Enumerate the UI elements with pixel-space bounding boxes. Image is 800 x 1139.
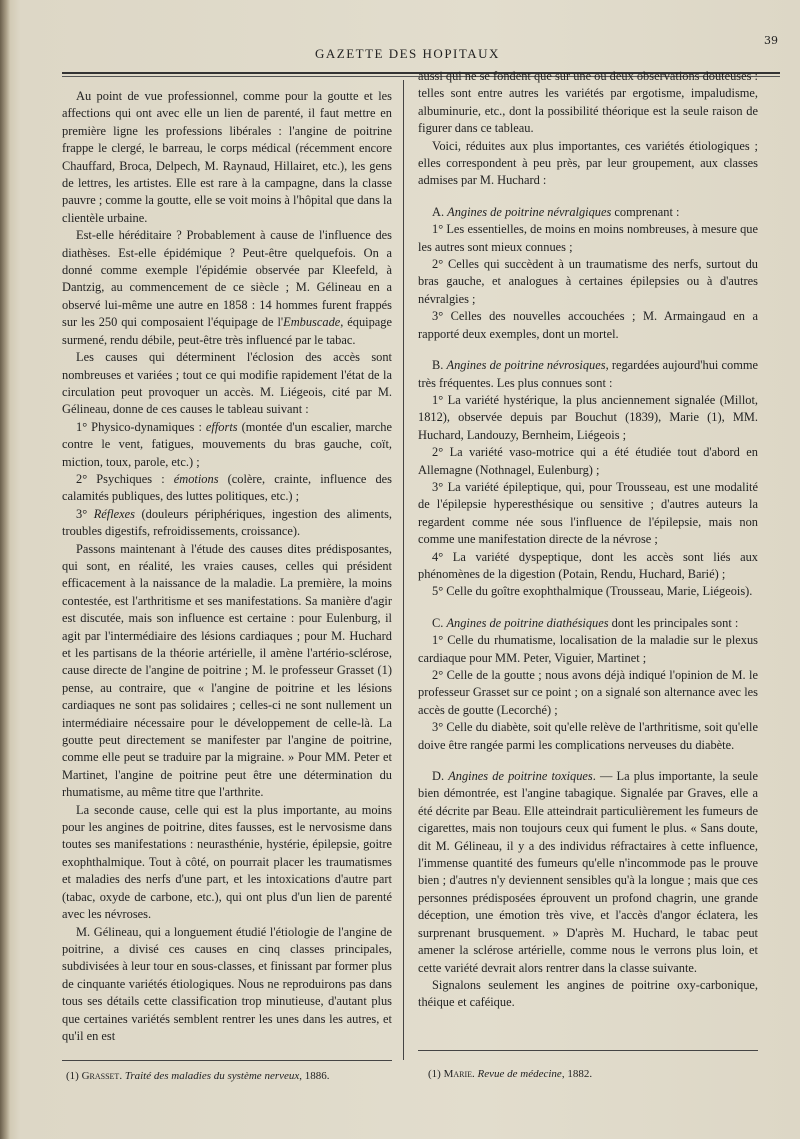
left-column: [62, 88, 392, 1056]
list-item: 3° Celles des nouvelles accouchées ; M. Armaingaud en a rapporté deux exemples, dont un mortel.: [418, 309, 758, 341]
emphasis: Réflexes: [93, 506, 135, 521]
section-heading-a: [418, 204, 758, 221]
emphasis: efforts: [205, 419, 238, 434]
text-run: 3°: [76, 506, 94, 521]
footnote-left: [66, 1070, 330, 1082]
list-item: 2° Celle de la goutte ; nous avons déjà indiqué l'opinion de M. le professeur Grasset sur ce point ; on a signalé son alternance avec les accès de goutte (Lecorché) ;: [418, 668, 758, 717]
text-run: . — La plus importante, la seule bien démontrée, est l'angine tabagique. Signalée par Graves, elle a été décrite par Beau. Elle atteindrait particulièrement les fumeurs de cigarettes, mais non toujours ceux qui fument le plus. « Sans doute, dit M. Gélineau, il y a des individus réfractaires à cette influence, l'immense quantité des fumeurs qu'elle n'incommode pas le prouve bien ; d'autres n'y deviennent sensibles qu'à la longue ; mais que ces personnes prédisposées éprouvent un profond chagrin, une grande déception, une émotion très vive, et l'accès d'angor éclatera, les surprenant brusquement. » D'après M. Huchard, le tabac peut amener la sclérose artérielle, comme nous le verrons plus loin, et cette variété devrait alors rentrer dans la classe suivante.: [418, 769, 758, 975]
paragraph: Signalons seulement les angines de poitrine oxy-carbonique, théique et caféique.: [418, 977, 758, 1010]
paragraph: [62, 227, 392, 349]
emphasis: Angines de poitrine toxiques: [448, 769, 593, 784]
list-item: [62, 506, 392, 541]
paragraph: Passons maintenant à l'étude des causes dites prédisposantes, qui sont, en réalité, les vraies causes, celles qui président efficacement à la naissance de la maladie. La première, la moins contestée, est l'arthritisme et ses manifestations. Sa manière d'agir est discutée, mais son influence est certaine : pour Eulenburg, il agit par l'intermédiaire des lésions cardiaques ; pour M. Huchard et les partisans de la théorie artérielle, il amène l'artério-sclérose, cause directe de l'angine de poitrine ; M. le professeur Grasset (1) pense, au contraire, que « l'angine de poitrine et les lésions cardiaques ne sont pas solidaires ; celles-ci ne sont nullement un intermédiaire nécessaire pour le développement de celle-là. La goutte peut directement se manifester par l'angine de poitrine, comme elle peut se traduire par la migraine. » Pour MM. Peter et Martinet, l'angine de poitrine peut être une détermination du rhumatisme, au même titre que l'arthrite.: [62, 541, 392, 800]
section-heading-c: [418, 615, 758, 632]
list-item: [62, 419, 392, 471]
page-number: 39: [764, 34, 778, 47]
text-run: 2° Psychiques :: [76, 471, 174, 486]
list-item: [62, 471, 392, 506]
list-item: 5° Celle du goître exophthalmique (Trousseau, Marie, Liégeois).: [432, 584, 753, 599]
list-item: 3° La variété épileptique, qui, pour Trousseau, est une modalité de l'épilepsie hyperesthésique ou sensitive ; d'autres auteurs la regardent comme née sous l'influence de l'épilepsie, mais non comme une manifestation directe de la névrose ;: [418, 479, 758, 547]
footnote-title: Revue de médecine: [477, 1068, 562, 1080]
paragraph: Les causes qui déterminent l'éclosion des accès sont nombreuses et variées ; tout ce qui modifie rapidement l'état de la circulation peut provoquer un accès. M. Liégeois, cité par M. Gélineau, donne de ces causes le tableau suivant :: [62, 350, 392, 417]
list-item: 4° La variété dyspeptique, dont les accès sont liés aux phénomènes de la digestion (Potain, Rendu, Huchard, Barié) ;: [418, 549, 758, 581]
emphasis: Angines de poitrine névrosiques: [446, 358, 606, 373]
paragraph: M. Gélineau, qui a longuement étudié l'étiologie de l'angine de poitrine, a divisé ces causes en cinq classes principales, subdivisées à leur tour en sous-classes, et finissant par former plus de cinquante variétés étiologiques. Nous ne reproduirons pas dans tous ses détails cette classification trop minutieuse, d'autant plus que certaines variétés semblent rentrer les unes dans les autres, et qu'il en est: [62, 924, 392, 1043]
text-run: Est-elle héréditaire ? Probablement à cause de l'influence des diathèses. Est-elle épidémique ? Peut-être quelquefois. On a donné comme exemple l'épidémie observée par Kleefeld, à Dantzig, au commencement de ce siècle ; M. Gélineau en a observé lui-même une autre en 1858 : 14 hommes furent frappés sur les 250 qui composaient l'équipage de l': [62, 228, 392, 330]
journal-title: GAZETTE DES HOPITAUX: [315, 46, 500, 61]
list-item: 2° Celles qui succèdent à un traumatisme des nerfs, surtout du bras gauche, et analogues à certaines épilepsies ou à d'autres névralgies ;: [418, 257, 758, 306]
list-item: 1° Les essentielles, de moins en moins nombreuses, à mesure que les autres sont mieux connues ;: [418, 222, 758, 254]
section-heading-d: [418, 768, 758, 977]
footnote-marker: (1): [66, 1070, 82, 1082]
paragraph: La seconde cause, celle qui est la plus importante, au moins pour les angines de poitrine, dites fausses, est le nervosisme dans toutes ses manifestations : neurasthénie, hystérie, épilepsie, goitre exophthalmique. Tout à côté, on pourrait placer les traumatismes et maladies des nerfs d'une part, et les intoxications d'autre part (tabac, oxyde de carbone, etc.), qui ont plus d'un lien de parenté avec les névroses.: [62, 802, 392, 922]
paragraph: Au point de vue professionnel, comme pour la goutte et les affections qui ont avec elle un lien de parenté, il faut mettre en première ligne les professions libérales : l'angine de poitrine frappe le clergé, le barreau, le corps médical (récemment encore Chauffard, Broca, Delpech, M. Raynaud, Hillairet, etc.), les gens de lettres, les artistes. Elle est rare à la campagne, dans la classe pauvre ; comme la goutte, elle se voit moins à l'hôpital que dans la clientèle urbaine.: [62, 89, 392, 225]
footnote-rule: [62, 1060, 392, 1061]
emphasis: Angines de poitrine diathésiques: [446, 615, 609, 630]
text-run: B.: [432, 358, 447, 373]
text-run: , regardées aujourd'hui comme très fréquentes. Les plus connues sont :: [418, 358, 758, 390]
footnote-author: Grasset: [81, 1070, 120, 1082]
footnote-right: [428, 1068, 592, 1080]
text-run: 1° Physico-dynamiques :: [76, 419, 206, 434]
text-run: A.: [432, 204, 448, 219]
text-run: dont les principales sont :: [608, 615, 739, 630]
footnote-rule: [418, 1050, 758, 1051]
book-spine-edge: [0, 0, 10, 1139]
text-run: (colère, crainte, influence des calamités publiques, des luttes politiques, etc.) ;: [62, 471, 392, 504]
paragraph: aussi qui ne se fondent que sur une ou deux observations douteuses : telles sont entre autres les variétés par ergotisme, impaludisme, albuminurie, etc., dont la possibilité théorique est la seule raison de figurer dans ce tableau.: [418, 69, 758, 136]
footnote-marker: (1): [428, 1068, 444, 1080]
list-item: 1° Celle du rhumatisme, localisation de la maladie sur le plexus cardiaque pour MM. Peter, Viguier, Martinet ;: [418, 633, 758, 665]
emphasis: Angines de poitrine névralgiques: [447, 204, 612, 219]
text-run: comprenant :: [611, 204, 680, 219]
section-heading-b: [418, 357, 758, 392]
text-run: .: [472, 1068, 478, 1080]
text-run: .: [119, 1070, 125, 1082]
list-item: 2° La variété vaso-motrice qui a été étudiée tout d'abord en Allemagne (Nothnagel, Eulenburg) ;: [418, 445, 758, 477]
emphasis: émotions: [173, 471, 219, 486]
text-run: D.: [432, 769, 449, 784]
footnote-title: Traité des maladies du système nerveux: [124, 1070, 300, 1082]
list-item: 1° La variété hystérique, la plus anciennement signalée (Millot, 1812), observée depuis par Bouchut (1839), Marie (1), MM. Huchard, Landouzy, Bernheim, Liégeois ;: [418, 392, 758, 442]
footnote-author: Marie: [443, 1068, 473, 1080]
text-run: , 1882.: [561, 1068, 593, 1080]
text-run: (douleurs périphériques, ingestion des aliments, troubles digestifs, refroidissements, croissance).: [62, 506, 392, 539]
text-run: (montée d'un escalier, marche contre le vent, fatigues, mouvements du bras gauche, coït, miction, toux, parole, etc.) ;: [62, 419, 392, 469]
paragraph: Voici, réduites aux plus importantes, ces variétés étiologiques ; elles correspondent à peu près, par leur groupement, aux classes admises par M. Huchard :: [418, 138, 758, 188]
column-divider: [403, 80, 404, 1060]
text-run: C.: [432, 615, 447, 630]
right-column: [418, 68, 758, 1058]
page-header: [60, 34, 780, 64]
list-item: 3° Celle du diabète, soit qu'elle relève de l'arthritisme, soit qu'elle doive être rangée parmi les complications nerveuses du diabète.: [418, 720, 758, 752]
text-run: , 1886.: [299, 1070, 330, 1082]
ship-name: Embuscade: [283, 315, 341, 330]
text-run: , équipage surmené, rendu débile, peut-être très influencé par le tabac.: [62, 315, 393, 347]
